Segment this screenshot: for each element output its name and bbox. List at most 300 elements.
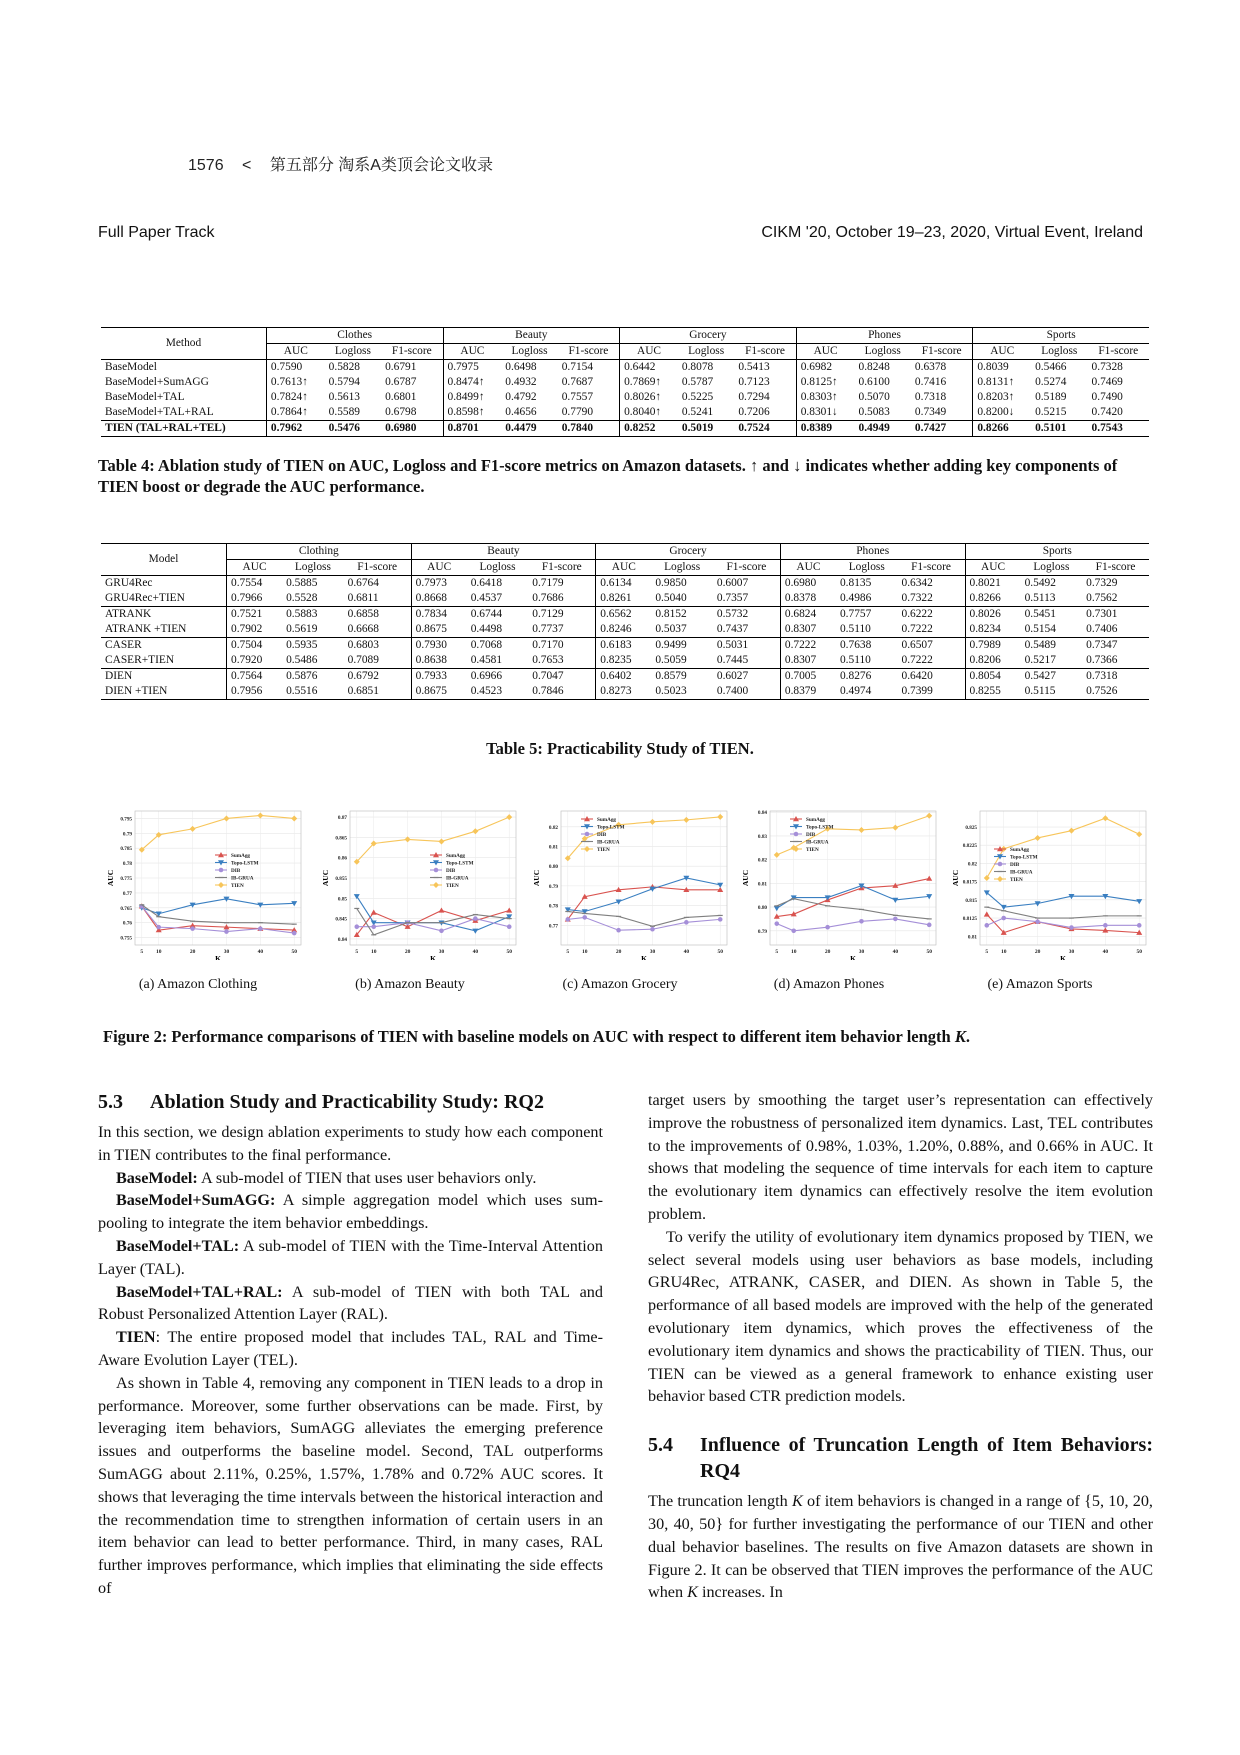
section-number: 5.3	[98, 1091, 123, 1113]
dib-legend-marker	[219, 868, 224, 873]
row-label: BaseModel+SumAGG	[101, 375, 266, 390]
x-tick-label: 20	[824, 949, 831, 955]
table-cell: 0.7437	[713, 622, 781, 638]
table-cell: 0.6183	[596, 638, 652, 654]
table-cell: 0.5794	[328, 376, 360, 388]
table-cell: 0.5528	[286, 592, 318, 604]
y-tick-label: 0.795	[120, 816, 132, 823]
series-tien	[984, 815, 1142, 881]
series-ib-grua	[774, 899, 931, 919]
dib-legend-marker	[434, 868, 439, 873]
table-cell: 0.7420	[1091, 406, 1123, 418]
section-5-4-heading	[648, 1432, 1153, 1484]
table-cell: 0.5189	[1035, 391, 1067, 403]
table-cell: 0.8474↑	[447, 376, 485, 388]
table-cell: 0.5101	[1031, 421, 1087, 437]
table-cell: 0.5732	[713, 607, 781, 623]
chart-svg	[740, 805, 940, 960]
y-tick-label: 0.815	[965, 897, 977, 904]
sumagg-marker	[926, 876, 932, 881]
y-tick-label: 0.855	[335, 876, 347, 882]
series-line	[357, 919, 509, 931]
table-cell: 0.7222	[780, 638, 836, 654]
table-cell: 0.7920	[231, 654, 263, 666]
y-tick-label: 0.865	[335, 835, 347, 842]
y-tick-label: 0.83	[757, 833, 767, 840]
table-cell: 0.5037	[655, 623, 687, 635]
table-cell: 0.7562	[1086, 592, 1118, 604]
metric-header: F1-score	[1098, 345, 1139, 357]
table-4-grid	[101, 327, 1149, 437]
metric-header: AUC	[611, 561, 636, 573]
table-cell: 0.7400	[713, 684, 781, 700]
table-cell: 0.7543	[1088, 421, 1149, 437]
y-tick-label: 0.775	[120, 876, 132, 882]
dib-marker	[439, 928, 444, 933]
x-tick-label: 10	[581, 949, 588, 955]
item-label: BaseModel+TAL:	[116, 1236, 240, 1255]
dataset-header: Clothes	[266, 328, 443, 344]
legend-label: Topo-LSTM	[231, 860, 259, 867]
row-label: BaseModel+TAL+RAL	[101, 405, 266, 421]
row-label: BaseModel+TAL	[101, 390, 266, 405]
table-cell: 0.5113	[1024, 592, 1056, 604]
dib-marker	[791, 928, 796, 933]
intro-paragraph: In this section, we design ablation experiments to study how each component in TIEN contributes to the final performance.	[98, 1123, 603, 1164]
metric-header: F1-score	[528, 560, 596, 576]
math-k: K	[687, 1583, 698, 1602]
table-cell: 0.5935	[282, 638, 344, 654]
legend-label: IB-GRUA	[806, 839, 829, 846]
series-line	[568, 912, 720, 927]
table-cell: 0.6792	[344, 669, 412, 685]
table-cell: 0.8266	[969, 592, 1001, 604]
row-label: TIEN (TAL+RAL+TEL)	[101, 421, 266, 437]
table-cell: 0.8668	[415, 592, 447, 604]
y-axis-label: AUC	[741, 869, 750, 887]
table-row	[101, 607, 1149, 623]
table-cell: 0.7864↑	[270, 406, 308, 418]
item-basemodel	[98, 1167, 603, 1190]
table-cell: 0.7222	[898, 622, 966, 638]
table-cell: 0.7564	[227, 669, 283, 685]
tien-marker	[649, 819, 655, 825]
dib-marker	[473, 916, 478, 921]
subfigure-caption: (e) Amazon Sports	[987, 977, 1093, 992]
table-cell: 0.8203↑	[977, 391, 1015, 403]
y-tick-label: 0.765	[120, 905, 132, 912]
figure-caption-end: .	[965, 1027, 970, 1046]
table-cell: 0.8379	[780, 684, 836, 700]
x-tick-label: 10	[1000, 949, 1007, 955]
x-axis-label: K	[641, 954, 647, 960]
chart-svg	[320, 805, 520, 960]
table-cell: 0.4656	[505, 406, 537, 418]
table-row	[101, 684, 1149, 700]
legend-label: TIEN	[446, 883, 459, 889]
table-cell: 0.7613↑	[270, 376, 308, 388]
table-cell: 0.7357	[713, 591, 781, 607]
x-tick-label: 50	[291, 949, 297, 955]
table-cell: 0.4581	[470, 654, 503, 666]
topo-lstm-marker	[1001, 905, 1007, 910]
table-cell: 0.5031	[713, 638, 781, 654]
table-cell: 0.7638	[836, 638, 898, 654]
table-cell: 0.7347	[1082, 638, 1149, 654]
dib-marker	[582, 915, 587, 920]
table-row	[101, 591, 1149, 607]
y-tick-label: 0.84	[337, 936, 347, 943]
tien-marker	[683, 817, 689, 823]
x-tick-label: 40	[683, 949, 690, 955]
table-cell: 0.6980	[381, 421, 443, 437]
x-tick-label: 50	[717, 949, 723, 955]
table-cell: 0.8131↑	[977, 376, 1015, 388]
auc-chart-3	[531, 805, 731, 960]
legend-label: DIB	[1010, 862, 1020, 868]
legend-label: SumAgg	[597, 817, 617, 823]
table-row	[101, 638, 1149, 654]
item-label: TIEN	[116, 1328, 156, 1347]
item-text: A sub-model of TIEN with the Time-Interval Attention Layer (TAL).	[98, 1236, 603, 1278]
y-tick-label: 0.84	[757, 810, 767, 817]
y-axis-label: AUC	[321, 869, 330, 887]
table-cell: 0.6378	[911, 360, 973, 376]
dib-marker	[1001, 916, 1006, 921]
legend-label: IB-GRUA	[597, 839, 620, 846]
legend-label: TIEN	[597, 847, 610, 853]
metric-header: AUC	[427, 561, 452, 573]
tien-marker	[1136, 831, 1142, 837]
table-cell: 0.7757	[836, 607, 898, 623]
table-cell: 0.6982	[796, 360, 854, 376]
table-cell: 0.6824	[780, 607, 836, 623]
metric-header: F1-score	[898, 560, 966, 576]
y-tick-label: 0.81	[967, 934, 977, 941]
metric-header: Logloss	[479, 561, 516, 573]
column-header: Method	[101, 328, 266, 360]
chart-legend	[994, 846, 1038, 883]
table-cell: 0.8675	[411, 684, 467, 700]
tien-marker	[892, 825, 898, 831]
table-cell: 0.7930	[411, 638, 467, 654]
figure-2-caption	[103, 1027, 970, 1047]
y-tick-label: 0.82	[757, 857, 767, 864]
subfigure-caption: (d) Amazon Phones	[773, 977, 885, 992]
table-cell: 0.8307	[784, 623, 817, 635]
table-cell: 0.7504	[227, 638, 283, 654]
series-line	[777, 899, 929, 919]
dataset-header: Beauty	[443, 328, 620, 344]
x-tick-label: 5	[566, 949, 570, 955]
table-cell: 0.7973	[411, 576, 467, 592]
metric-header: AUC	[460, 345, 485, 357]
table-cell: 0.7399	[898, 684, 966, 700]
table-cell: 0.8579	[651, 669, 713, 685]
table-cell: 0.7318	[911, 390, 973, 405]
row-label: DIEN	[101, 669, 227, 685]
legend-label: Topo-LSTM	[446, 860, 474, 867]
header-arrow: <	[242, 157, 252, 174]
auc-chart-4	[740, 805, 940, 960]
table-cell: 0.8307	[784, 654, 817, 666]
dib-marker	[1035, 919, 1040, 924]
y-tick-label: 0.82	[548, 824, 558, 831]
dib-marker	[927, 923, 932, 928]
table-cell: 0.8152	[651, 607, 713, 623]
table-cell: 0.6851	[344, 684, 412, 700]
table-cell: 0.8255	[965, 684, 1021, 700]
table-cell: 0.7902	[231, 623, 263, 635]
item-sumagg	[98, 1189, 603, 1235]
body-paragraph-truncation	[648, 1490, 1153, 1604]
x-tick-label: 10	[370, 949, 377, 955]
table-cell: 0.7294	[734, 390, 796, 405]
tien-marker	[472, 828, 478, 834]
dib-marker	[650, 927, 655, 932]
metric-header: AUC	[242, 561, 267, 573]
y-tick-label: 0.80	[548, 864, 558, 871]
y-tick-label: 0.845	[335, 916, 347, 923]
table-cell: 0.7301	[1082, 607, 1149, 623]
dataset-header: Phones	[780, 544, 965, 560]
table-cell: 0.8246	[600, 623, 632, 635]
item-text: A sub-model of TIEN with both TAL and Robust Personalized Attention Layer (RAL).	[98, 1282, 603, 1324]
series-sumagg	[565, 884, 723, 922]
table-cell: 0.6764	[344, 576, 412, 592]
figure-caption-text: Figure 2: Performance comparisons of TIEN with baseline models on AUC with respect to different item behavior length	[103, 1027, 955, 1046]
legend-label: Topo-LSTM	[1010, 854, 1038, 861]
x-axis-label: K	[850, 954, 856, 960]
tien-marker	[858, 827, 864, 833]
dataset-header: Grocery	[620, 328, 797, 344]
dib-marker	[224, 929, 229, 934]
legend-label: TIEN	[806, 847, 819, 853]
table-cell: 0.5828	[325, 360, 381, 376]
metric-header: AUC	[796, 561, 821, 573]
dataset-header: Grocery	[596, 544, 781, 560]
topo-lstm-marker	[472, 929, 478, 934]
table-cell: 0.8234	[969, 623, 1001, 635]
table-cell: 0.7790	[558, 405, 620, 421]
dib-marker	[684, 920, 689, 925]
table-cell: 0.5427	[1021, 669, 1083, 685]
table-cell: 0.7524	[734, 421, 796, 437]
right-column	[648, 1089, 1153, 1604]
table-cell: 0.6858	[344, 607, 412, 623]
table-cell: 0.6803	[344, 638, 412, 654]
body-paragraph-continued: target users by smoothing the target user’s representation can effectively improve the robustness of personalized item dynamics. Last, TEL contributes to the improvements of 0.98%, 1.03%, 1.20%, 0.88%, and 0.66% in AUC. It shows that modeling the sequence of time intervals for each item to capture the evolutionary item dynamics can effectively resolve the item evolution problem.	[648, 1091, 1153, 1223]
table-cell: 0.7966	[231, 592, 263, 604]
y-tick-label: 0.79	[757, 928, 767, 935]
page-number: 1576	[188, 157, 224, 174]
table-cell: 0.6418	[467, 576, 529, 592]
metric-header: AUC	[813, 345, 838, 357]
dib-marker	[616, 928, 621, 933]
y-tick-label: 0.80	[757, 905, 767, 912]
metric-header: F1-score	[1095, 561, 1136, 573]
table-cell: 0.7170	[528, 638, 596, 654]
topo-lstm-marker	[774, 906, 780, 911]
subfigure-caption: (c) Amazon Grocery	[562, 977, 678, 992]
table-4	[101, 327, 1149, 437]
row-label: ATRANK	[101, 607, 227, 623]
x-tick-label: 30	[223, 949, 230, 955]
table-cell: 0.7962	[266, 421, 324, 437]
x-tick-label: 50	[506, 949, 512, 955]
section-5-3-heading	[98, 1089, 603, 1115]
table-cell: 0.7129	[528, 607, 596, 623]
table-cell: 0.5613	[328, 391, 360, 403]
table-cell: 0.6562	[596, 607, 652, 623]
chart-legend	[215, 852, 259, 889]
table-5	[101, 543, 1149, 700]
table-cell: 0.8499↑	[447, 391, 485, 403]
dib-marker	[893, 917, 898, 922]
x-tick-label: 10	[155, 949, 162, 955]
tien-marker	[257, 812, 263, 818]
series-line	[987, 907, 1139, 918]
table-cell: 0.8301↓	[800, 406, 838, 418]
dataset-header: Clothing	[227, 544, 412, 560]
tien-marker	[1102, 815, 1108, 821]
x-tick-label: 40	[472, 949, 479, 955]
x-axis-label: K	[430, 954, 436, 960]
table-cell: 0.7089	[344, 653, 412, 669]
table-cell: 0.7047	[528, 669, 596, 685]
table-cell: 0.5492	[1021, 576, 1083, 592]
table-cell: 0.6442	[620, 360, 678, 376]
table-cell: 0.8078	[678, 360, 734, 376]
dataset-header: Beauty	[411, 544, 596, 560]
table-cell: 0.8235	[600, 654, 632, 666]
table-cell: 0.6134	[596, 576, 652, 592]
x-tick-label: 20	[404, 949, 411, 955]
series-line	[777, 919, 929, 931]
row-label: DIEN +TIEN	[101, 684, 227, 700]
table-cell: 0.7554	[227, 576, 283, 592]
table-cell: 0.9499	[651, 638, 713, 654]
venue-label: CIKM '20, October 19–23, 2020, Virtual Event, Ireland	[761, 224, 1143, 241]
chart-legend	[790, 816, 834, 853]
tien-marker	[291, 815, 297, 821]
item-label: BaseModel:	[116, 1168, 198, 1187]
chart-svg	[531, 805, 731, 960]
topo-lstm-marker	[717, 883, 723, 888]
table-cell: 0.8026↑	[624, 391, 662, 403]
table-cell: 0.8206	[969, 654, 1001, 666]
y-tick-label: 0.785	[120, 846, 132, 853]
y-axis-label: AUC	[532, 869, 541, 887]
sumagg-marker	[506, 907, 512, 912]
track-label: Full Paper Track	[98, 224, 215, 241]
table-cell: 0.5466	[1031, 360, 1087, 376]
table-cell: 0.8248	[855, 360, 911, 376]
row-label: GRU4Rec	[101, 576, 227, 592]
table-4-caption: Table 4: Ablation study of TIEN on AUC, Logloss and F1-score metrics on Amazon datasets. ↑ and ↓ indicates whether adding key components of TIEN boost or degrade the AUC performance.	[98, 456, 1118, 496]
auc-chart-5	[950, 805, 1150, 960]
table-cell: 0.6027	[713, 669, 781, 685]
body-paragraph: As shown in Table 4, removing any component in TIEN leads to a drop in performance. Moreover, some further observations can be made. First, by leveraging item behaviors, SumAGG alleviates the emerging preference issues and outperforms the baseline model. Second, TAL outperforms SumAGG about 2.11%, 0.25%, 1.57%, 1.78% and 0.72% AUC scores. It shows that leveraging the time intervals between the historical interaction and the recommendation time to strengthen information of certain users in an item behavior can lead to better performance. Third, in many cases, RAL further improves performance, which implies that eliminating the side effects of	[98, 1373, 603, 1597]
table-cell: 0.7206	[734, 405, 796, 421]
y-axis-label: AUC	[951, 869, 960, 887]
table-cell: 0.8054	[965, 669, 1021, 685]
series-line	[142, 899, 294, 914]
tien-marker	[223, 815, 229, 821]
table-cell: 0.5040	[655, 592, 687, 604]
table-cell: 0.7469	[1091, 376, 1123, 388]
table-cell: 0.5215	[1035, 406, 1067, 418]
metric-header: F1-score	[381, 344, 443, 360]
table-cell: 0.5476	[325, 421, 381, 437]
metric-header: Logloss	[848, 561, 885, 573]
x-tick-label: 50	[926, 949, 932, 955]
table-cell: 0.4932	[505, 376, 537, 388]
table-cell: 0.5885	[282, 576, 344, 592]
table-cell: 0.5486	[286, 654, 318, 666]
plot-frame	[770, 811, 936, 945]
metric-header: F1-score	[734, 344, 796, 360]
dib-marker	[292, 931, 297, 936]
table-cell: 0.7590	[266, 360, 324, 376]
table-row	[101, 375, 1149, 390]
sumagg-marker	[438, 907, 444, 912]
legend-label: DIB	[446, 868, 456, 874]
metric-header: AUC	[636, 345, 662, 357]
math-k: K	[791, 1492, 803, 1511]
x-axis-label: K	[1060, 954, 1066, 960]
tien-legend-marker	[997, 876, 1003, 882]
table-cell: 0.4523	[467, 684, 529, 700]
dib-marker	[825, 925, 830, 930]
table-cell: 0.8378	[784, 592, 817, 604]
x-tick-label: 40	[892, 949, 899, 955]
dib-marker	[258, 926, 263, 931]
table-cell: 0.7686	[528, 591, 596, 607]
table-cell: 0.7834	[411, 607, 467, 623]
tien-legend-marker	[433, 882, 439, 888]
tien-marker	[1068, 828, 1074, 834]
series-line	[568, 878, 720, 912]
table-cell: 0.5019	[678, 421, 734, 437]
table-cell: 0.7406	[1086, 623, 1118, 635]
text-run: The truncation length	[648, 1492, 792, 1511]
table-row	[101, 360, 1149, 376]
tien-marker	[774, 852, 780, 858]
legend-label: SumAgg	[446, 853, 466, 859]
table-cell: 0.8021	[965, 576, 1021, 592]
metric-header: AUC	[283, 345, 308, 357]
topo-lstm-marker	[156, 912, 162, 917]
metric-header: Logloss	[688, 345, 725, 357]
table-cell: 0.7846	[528, 684, 596, 700]
table-cell: 0.7068	[467, 638, 529, 654]
dib-marker	[354, 924, 359, 929]
item-label: BaseModel+SumAGG:	[116, 1191, 276, 1210]
table-cell: 0.9850	[651, 576, 713, 592]
table-cell: 0.5516	[282, 684, 344, 700]
item-tal	[98, 1235, 603, 1281]
y-tick-label: 0.81	[757, 881, 767, 888]
table-cell: 0.5489	[1021, 638, 1083, 654]
table-cell: 0.7490	[1091, 391, 1123, 403]
row-label: CASER	[101, 638, 227, 654]
table-cell: 0.7737	[528, 622, 596, 638]
legend-label: DIB	[231, 868, 241, 874]
dib-marker	[565, 917, 570, 922]
tien-marker	[506, 814, 512, 820]
legend-label: DIB	[597, 832, 607, 838]
